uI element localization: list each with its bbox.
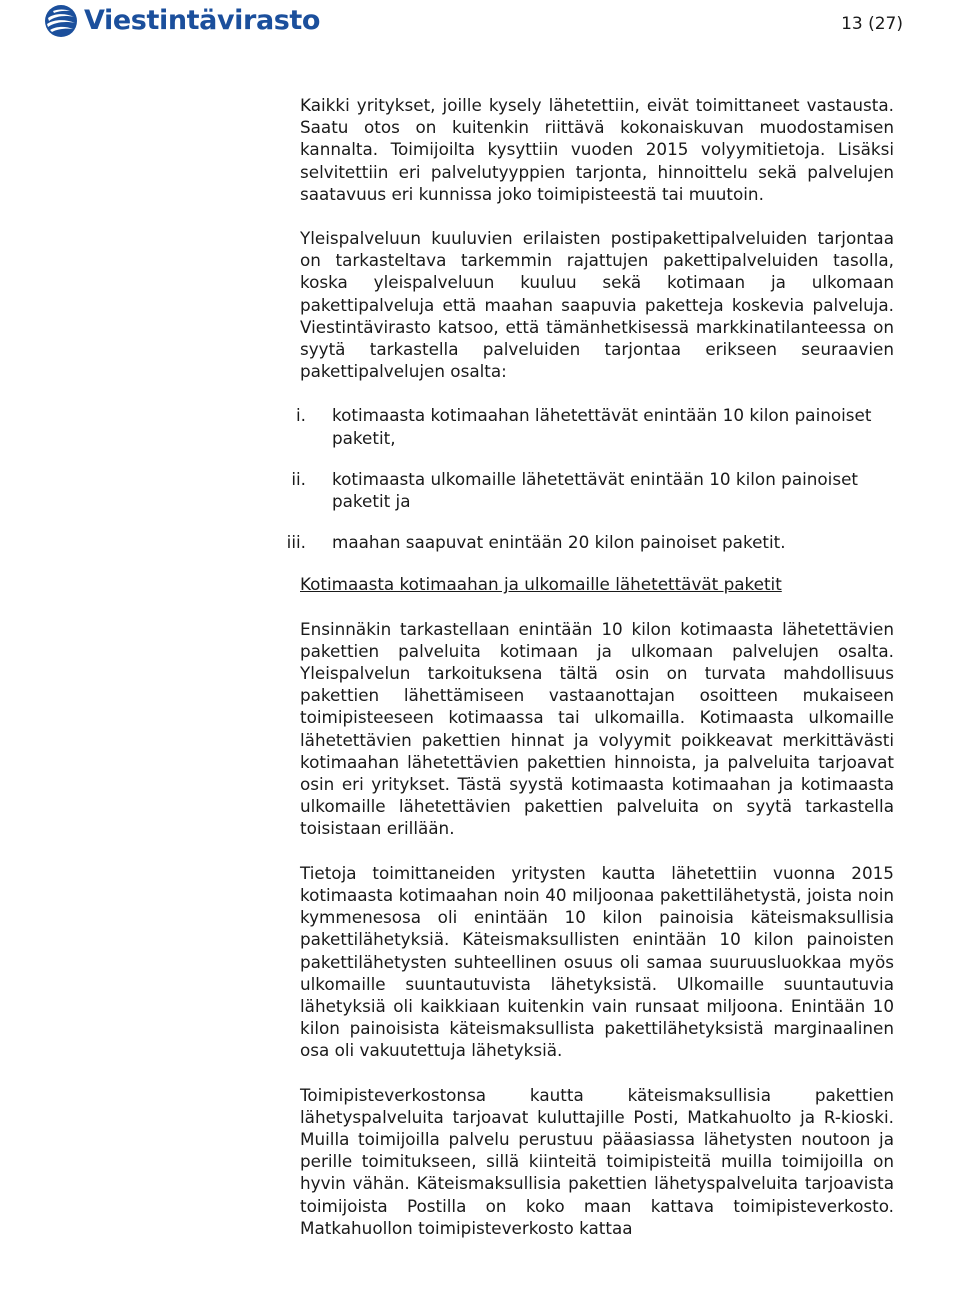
paragraph: Toimipisteverkostonsa kautta käteismaksullisia pakettien lähetyspalveluita tarjoavat kuluttajille Posti, Matkahuolto ja R-kioski. Muilla toimijoilla palvelu perustuu pääasiassa lähetysten noutoon ja perille toimitukseen, sillä kiinteitä toimipisteitä muilla toimijoilla on hyvin vähän. Käteismaksullisia pakettien lähetyspalveluita tarjoavista toimijoista Postilla on koko maan kattava toimipisteverkosto. Matkahuollon toimipisteverkosto kattaa (300, 1084, 894, 1238)
list-item (296, 404, 894, 448)
list-item-text: kotimaasta kotimaahan lähetettävät enintään 10 kilon painoiset paketit, (332, 405, 872, 448)
list-item (286, 531, 894, 553)
list-item-text: kotimaasta ulkomaille lähetettävät enintään 10 kilon painoiset paketit ja (332, 468, 858, 512)
paragraph: Kaikki yritykset, joille kysely lähetettiin, eivät toimittaneet vastausta. Saatu otos on kuitenkin riittävä kokonaiskuvan muodostamisen kannalta. Toimijoilta kysyttiin vuoden 2015 volyymitietoja. Lisäksi selvitettiin eri palvelutyyppien tarjonta, hinnoittelu sekä palvelujen saatavuus eri kunnissa joko toimipisteestä tai muutoin. (300, 95, 894, 204)
list-item-number: iii. (286, 532, 306, 553)
logo (44, 4, 320, 38)
logo-text: Viestintävirasto (84, 5, 321, 36)
paragraph: Yleispalveluun kuuluvien erilaisten postipakettipalveluiden tarjontaa on tarkasteltava tarkemmin rajattujen pakettipalveluiden tasolla, koska yleispalveluun kuuluu sekä kotimaan ja ulkomaan pakettipalveluja että maahan saapuvia paketteja koskevia palveluja. Viestintävirasto katsoo, että tämänhetkisessä markkinatilanteessa on syytä tarkastella palveluiden tarjontaa erikseen seuraavien pakettipalvelujen osalta: (300, 228, 894, 382)
paragraph: Ensinnäkin tarkastellaan enintään 10 kilon kotimaasta lähetettävien pakettien palveluita kotimaan ja ulkomaan palvelujen osalta. Yleispalvelun tarkoituksena tältä osin on turvata mahdollisuus pakettien lähettämiseen vastaanottajan osoitteen mukaiseen toimipisteeseen kotimaassa tai ulkomailla. Kotimaasta ulkomaille lähetettävien pakettien hinnat ja volyymit poikkeavat merkittävästi kotimaahan lähetettävien pakettien hinnoista, ja palveluita tarjoavat osin eri yritykset. Tästä syystä kotimaasta kotimaahan ja kotimaasta ulkomaille lähetettävien pakettien palveluita on syytä tarkastella toisistaan erillään. (300, 618, 894, 839)
document-body (286, 94, 894, 1261)
paragraph: Tietoja toimittaneiden yritysten kautta lähetettiin vuonna 2015 kotimaasta kotimaahan noin 40 miljoonaa pakettilähetystä, joista noin kymmenesosa oli enintään 10 kilon painoisia käteismaksullisia pakettilähetyksiä. Käteismaksullisten enintään 10 kilon painoisten pakettilähetysten suhteellinen osuus oli samaa suuruusluokkaa myös ulkomaille suuntautuvista lähetyksistä. Ulkomaille suuntautuvia lähetyksiä oli kaikkiaan kuitenkin vain runsaat miljoona. Enintään 10 kilon painoisista käteismaksullista pakettilähetyksistä marginaalinen osa oli vakuutettuja lähetyksiä. (300, 862, 894, 1061)
list-item-text: maahan saapuvat enintään 20 kilon painoiset paketit. (332, 532, 786, 553)
section-heading: Kotimaasta kotimaahan ja ulkomaille lähetettävät paketit (300, 574, 782, 595)
numbered-list (286, 404, 894, 553)
globe-logo-icon (44, 4, 78, 38)
list-item-number: ii. (291, 468, 306, 489)
page-number: 13 (27) (841, 14, 903, 34)
list-item-number: i. (296, 405, 306, 426)
page-header (0, 0, 960, 60)
list-item (291, 468, 894, 512)
